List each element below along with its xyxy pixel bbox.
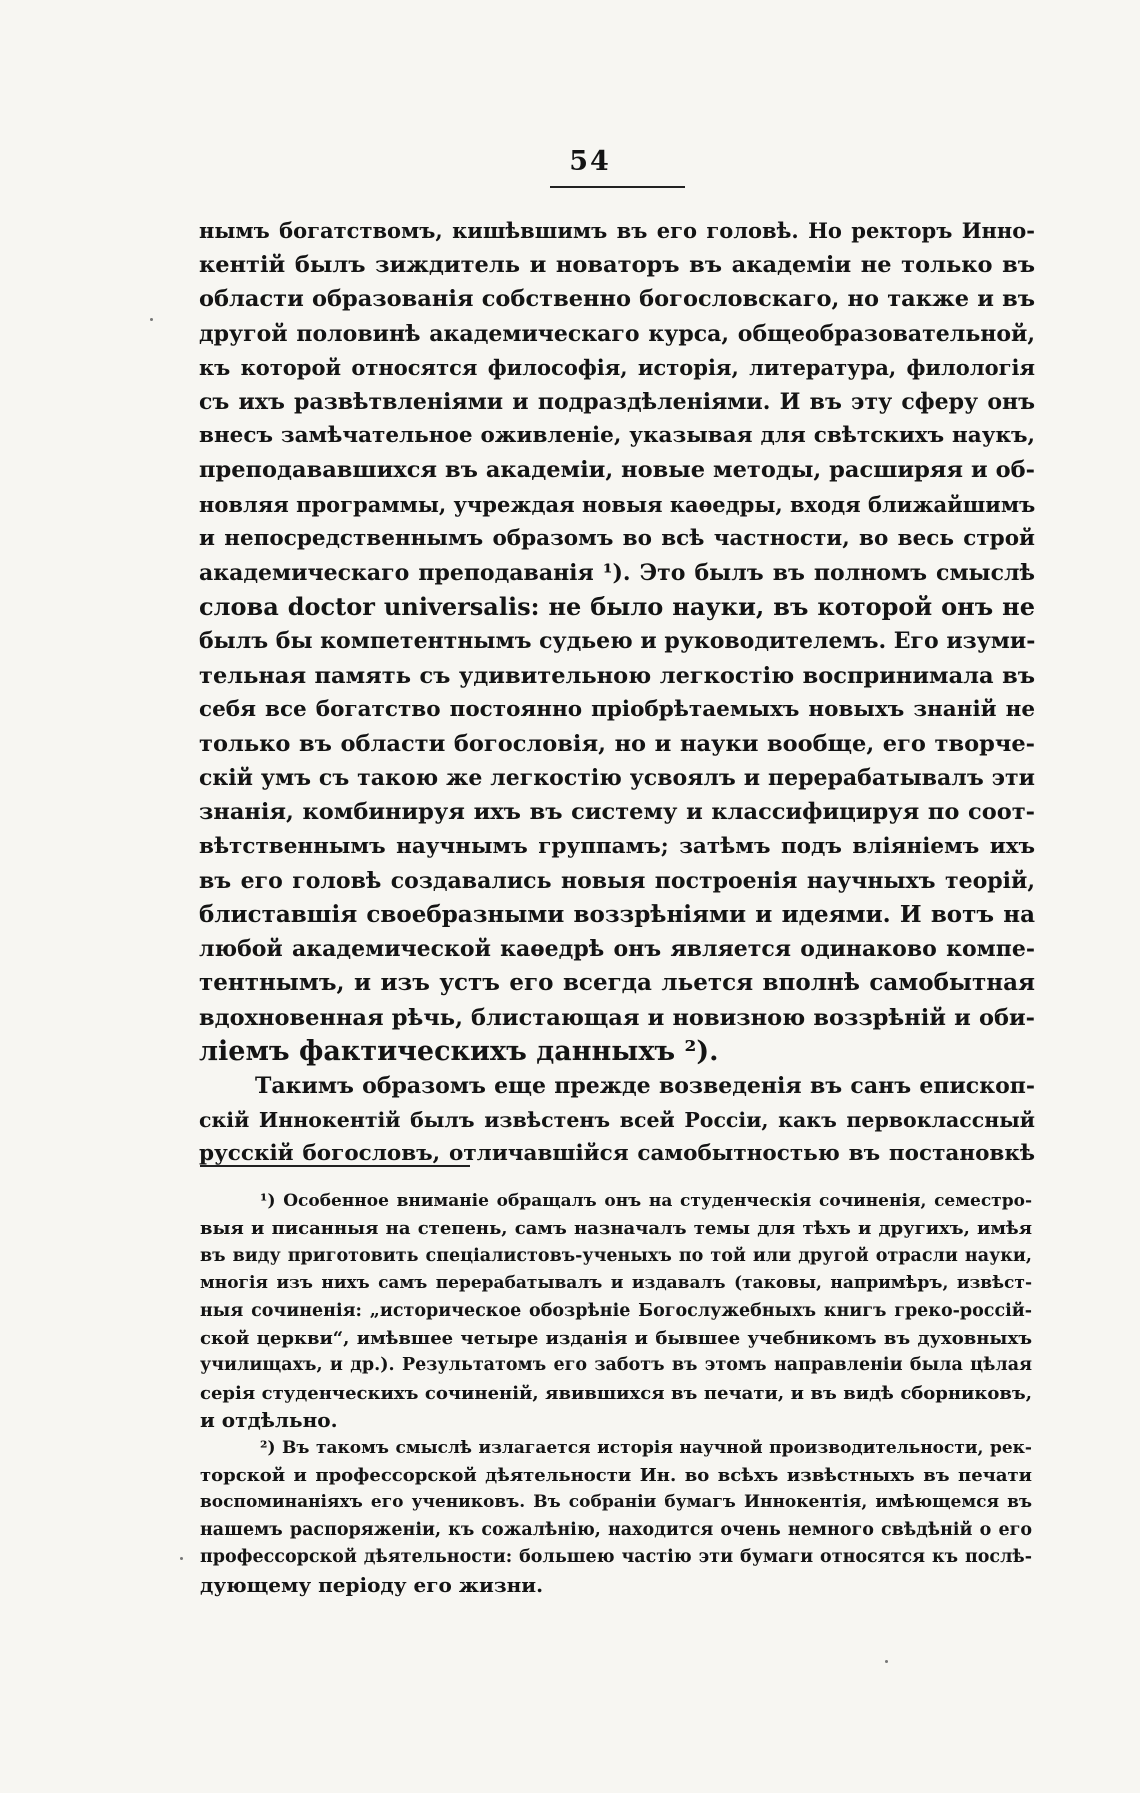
text-line: внесъ замѣчательное оживленіе, указывая для свѣтскихъ наукъ, [199,423,1035,449]
footnotes [200,1188,1032,1599]
text-line: академическаго преподаванія ¹). Это былъ въ полномъ смыслѣ [199,560,1035,587]
footnote-line: серія студенческихъ сочиненій, явившихся въ печати, и въ видѣ сборниковъ, [200,1382,1032,1404]
scan-speck [150,318,153,321]
text-line: къ которой относятся философія, исторія, литература, филологія [199,354,1035,380]
footnote-line: ныя сочиненія: „историческое обозрѣніе Богослужебныхъ книгъ греко-россій- [200,1300,1032,1321]
text-line: въ его головѣ создавались новыя построенія научныхъ теорій, [199,867,1035,894]
text-line: былъ бы компетентнымъ судьею и руководителемъ. Его изуми- [199,628,1036,655]
text-line: тентнымъ, и изъ устъ его всегда льется вполнѣ самобытная [199,969,1035,997]
footnote-line: ¹) Особенное вниманіе обращалъ онъ на студенческія сочиненія, семестро- [260,1191,1032,1211]
scan-speck [180,1557,183,1560]
footnote-line: многія изъ нихъ самъ перерабатывалъ и издавалъ (таковы, напримѣръ, извѣст- [200,1273,1032,1294]
scan-speck [885,1660,888,1663]
footnote-line: ²) Въ такомъ смыслѣ излагается исторія научной производительности, рек- [260,1437,1032,1458]
text-line: любой академической каѳедрѣ онъ является одинаково компе- [199,936,1035,963]
text-line: русскій богословъ, отличавшійся самобытностью въ постановкѣ [199,1141,1035,1167]
text-line: области образованія собственно богословскаго, но также и въ [199,286,1035,313]
footnote-line: въ виду приготовить спеціалистовъ-ученыхъ по той или другой отрасли науки, [200,1245,1032,1266]
footnote-separator [200,1165,470,1167]
footnote-line: выя и писанныя на степень, самъ назначалъ темы для тѣхъ и другихъ, имѣя [200,1218,1032,1240]
footnote-line: профессорской дѣятельности: большею частію эти бумаги относятся къ послѣ- [200,1547,1032,1568]
text-line: новляя программы, учреждая новыя каѳедры, входя ближайшимъ [199,491,1036,517]
text-line: преподававшихся въ академіи, новые методы, расширяя и об- [199,457,1035,484]
text-line: себя все богатство постоянно пріобрѣтаемыхъ новыхъ знаній не [199,696,1035,722]
text-line: только въ области богословія, но и науки вообще, его творче- [199,731,1035,758]
text-line: слова doctor universalis: не было науки, въ которой онъ не [199,592,1035,622]
text-line: съ ихъ развѣтвленіями и подраздѣленіями. И въ эту сферу онъ [199,389,1035,416]
text-line: другой половинѣ академическаго курса, общеобразовательной, [199,320,1035,347]
main-text [199,214,1035,1172]
footnote-line: ской церкви“, имѣвшее четыре изданія и бывшее учебникомъ въ духовныхъ [200,1328,1032,1350]
text-line: вѣтственнымъ научнымъ группамъ; затѣмъ подъ вліяніемъ ихъ [199,833,1035,859]
text-line: тельная память съ удивительною легкостію воспринимала въ [199,662,1035,689]
text-line: скій умъ съ такою же легкостію усвоялъ и перерабатывалъ эти [199,765,1035,792]
text-line: скій Иннокентій былъ извѣстенъ всей Россіи, какъ первоклассный [199,1108,1035,1133]
header-rule [550,186,685,188]
footnote-line: воспоминаніяхъ его учениковъ. Въ собраніи бумагъ Иннокентія, имѣющемся въ [200,1492,1032,1513]
page-number: 54 [569,146,611,177]
footnote-line: нашемъ распоряженіи, къ сожалѣнію, находится очень немного свѣдѣній о его [200,1519,1032,1540]
text-line: ліемъ фактическихъ данныхъ ²). [199,1035,719,1067]
footnote-line: дующему періоду его жизни. [200,1572,544,1597]
text-line: вдохновенная рѣчь, блистающая и новизною воззрѣній и оби- [199,1004,1035,1031]
text-line: кентій былъ зиждитель и новаторъ въ академіи не только въ [199,252,1035,279]
footnote-line: торской и профессорской дѣятельности Ин. во всѣхъ извѣстныхъ въ печати [200,1465,1032,1487]
text-line: нымъ богатствомъ, кишѣвшимъ въ его головѣ. Но ректоръ Инно- [199,218,1035,243]
text-line: Такимъ образомъ еще прежде возведенія въ санъ епископ- [255,1073,1035,1100]
footnote-line: и отдѣльно. [200,1408,338,1433]
footnote-line: училищахъ, и др.). Результатомъ его заботъ въ этомъ направленіи была цѣлая [200,1355,1032,1376]
text-line: знанія, комбинируя ихъ въ систему и классифицируя по соот- [199,799,1035,826]
text-line: и непосредственнымъ образомъ во всѣ частности, во весь строй [199,525,1035,551]
text-line: блиставшія своебразными воззрѣніями и идеями. И вотъ на [199,901,1035,929]
